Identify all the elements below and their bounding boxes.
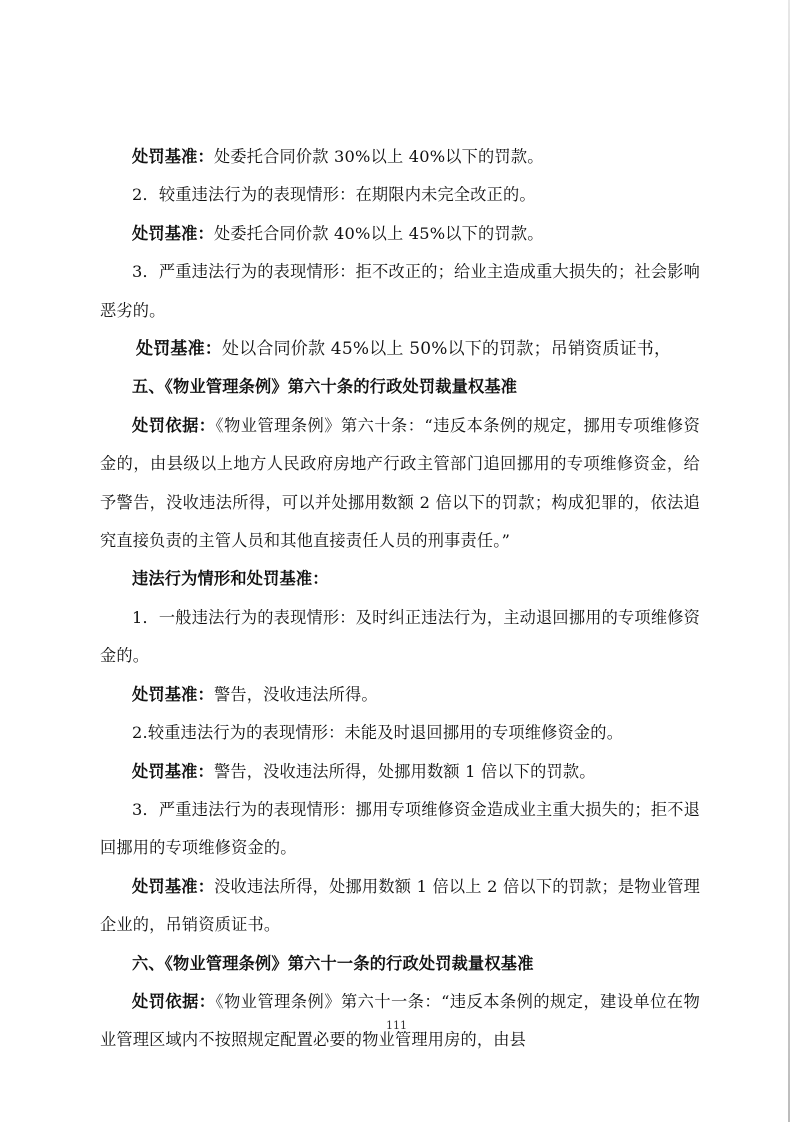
paragraph — [100, 176, 700, 214]
paragraph-text: 《物业管理条例》第六十一条：“违反本条例的规定，建设单位在物业管理区域内不按照规定配置必要的物业管理用房的，由县 — [100, 991, 700, 1050]
paragraph-lead: 处罚基准： — [132, 761, 214, 781]
paragraph-text: 警告，没收违法所得。 — [213, 684, 378, 704]
paragraph-text: 处委托合同价款 40%以上 45%以下的罚款。 — [213, 223, 544, 243]
paragraph — [100, 676, 700, 714]
paragraph-lead: 处罚基准： — [132, 147, 214, 166]
paragraph-lead: 处罚基准： — [132, 223, 214, 243]
paragraph-text: 处以合同价款 45%以上 50%以下的罚款；吊销资质证书， — [222, 339, 672, 360]
paragraph-lead: 处罚基准： — [136, 339, 222, 360]
section-heading-text: 六、《物业管理条例》第六十一条的行政处罚裁量权基准 — [132, 953, 534, 973]
paragraph — [100, 753, 700, 791]
paragraph — [100, 714, 700, 752]
page-number: 111 — [386, 1019, 407, 1032]
paragraph-text: 3．严重违法行为的表现情形：拒不改正的；给业主造成重大损失的；社会影响恶劣的。 — [100, 262, 700, 320]
section-heading — [100, 368, 700, 406]
paragraph-lead: 处罚基准： — [132, 876, 215, 896]
paragraph — [100, 215, 700, 253]
paragraph — [100, 407, 700, 561]
paragraph-text: 2．较重违法行为的表现情形：在期限内未完全改正的。 — [132, 185, 536, 205]
paragraph-text: 3．严重违法行为的表现情形：挪用专项维修资金造成业主重大损失的；拒不退回挪用的专项维修资金的。 — [100, 799, 700, 858]
paragraph-text: 没收违法所得，处挪用数额 1 倍以上 2 倍以下的罚款；是物业管理企业的，吊销资质证书。 — [100, 876, 701, 935]
subheading-text: 违法行为情形和处罚基准： — [132, 569, 329, 589]
paragraph-text: 1．一般违法行为的表现情形：及时纠正违法行为，主动退回挪用的专项维修资金的。 — [100, 607, 700, 666]
paragraph-text: 《物业管理条例》第六十条：“违反本条例的规定，挪用专项维修资金的，由县级以上地方人民政府房地产行政主管部门追回挪用的专项维修资金，给予警告，没收违法所得，可以并处挪用数额 2 倍以下的罚款；构成犯罪的，依法追究直接负责的主管人员和其他直接责任人员的刑事责任。” — [100, 415, 700, 551]
paragraph — [100, 791, 700, 868]
paragraph-lead: 处罚依据： — [132, 415, 216, 435]
paragraph-text: 处委托合同价款 30%以上 40%以下的罚款。 — [213, 147, 544, 166]
paragraph-lead: 处罚依据： — [132, 991, 216, 1011]
paragraph — [100, 253, 700, 330]
paragraph — [100, 138, 700, 176]
paragraph — [100, 599, 700, 676]
paragraph-text: 警告，没收违法所得，处挪用数额 1 倍以下的罚款。 — [213, 761, 596, 781]
paragraph — [100, 330, 700, 368]
paragraph-lead: 处罚基准： — [132, 684, 214, 704]
section-heading-text: 五、《物业管理条例》第六十条的行政处罚裁量权基准 — [132, 377, 518, 397]
paragraph — [100, 868, 700, 945]
paragraph-text: 2.较重违法行为的表现情形：未能及时退回挪用的专项维修资金的。 — [132, 723, 624, 743]
scan-edge-shadow — [788, 0, 790, 1122]
subheading — [100, 560, 700, 598]
section-heading — [100, 945, 700, 983]
document-body — [100, 138, 700, 1060]
